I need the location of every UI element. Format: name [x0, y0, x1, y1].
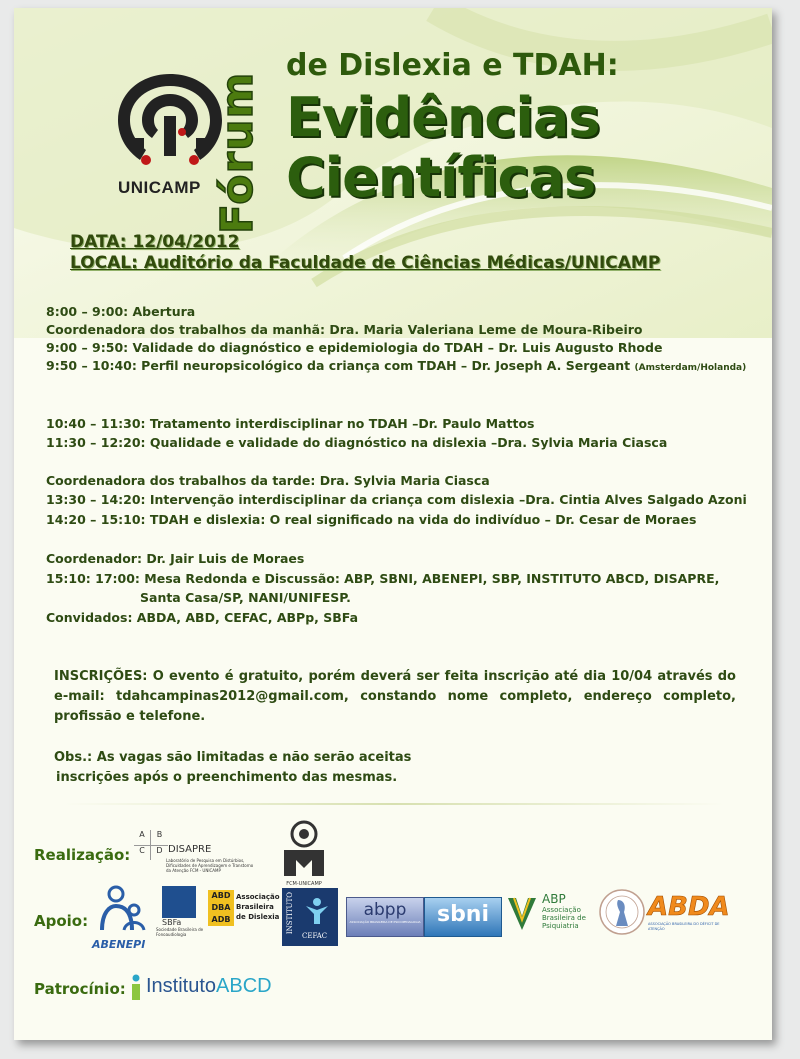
abda-logo: ABDA ASSOCIAÇÃO BRASILEIRA DO DÉFICIT DE ATENÇÃO [648, 892, 730, 931]
fcm-unicamp-logo: FCM-UNICAMP [276, 820, 332, 886]
schedule-item: Coordenador: Dr. Jair Luis de Moraes [46, 551, 305, 566]
patrocinio-label: Patrocínio: [34, 980, 126, 998]
section-divider [64, 803, 724, 805]
registration-obs-line-2: inscrições após o preenchimento das mesmas. [56, 770, 398, 785]
sbfa-logo: SBFa Sociedade Brasileira de Fonoaudiologia [156, 886, 206, 948]
forum-vertical-title: Fórum [212, 71, 263, 234]
event-location: LOCAL: Auditório da Faculdade de Ciências Médicas/UNICAMP [70, 253, 661, 273]
disapre-name: DISAPRE [168, 844, 212, 855]
schedule-item: 13:30 – 14:20: Intervenção interdisciplinar da criança com dislexia –Dra. Cintia Alves Salgado Azoni [46, 492, 747, 507]
poster [14, 8, 772, 1040]
unicamp-logo-text: UNICAMP [118, 178, 201, 197]
schedule-item: 15:10: 17:00: Mesa Redonda e Discussão: ABP, SBNI, ABENEPI, SBP, INSTITUTO ABCD, DISAPRE, [46, 571, 720, 586]
schedule-item: 11:30 – 12:20: Qualidade e validade do diagnóstico na dislexia –Dra. Sylvia Maria Ciasca [46, 435, 668, 450]
disapre-description: Laboratório de Pesquisa em Distúrbios, Dificuldades de Aprendizagem e Transtorno da Atenção FCM - UNICAMP [166, 858, 254, 873]
schedule-item: Convidados: ABDA, ABD, CEFAC, ABPp, SBFa [46, 610, 359, 625]
unicamp-logo-icon [114, 70, 226, 174]
event-date: DATA: 12/04/2012 [70, 232, 240, 252]
sbni-logo: sbni [424, 897, 502, 937]
schedule-item: 14:20 – 15:10: TDAH e dislexia: O real significado na vida do indivíduo – Dr. Cesar de Moraes [46, 512, 697, 527]
realizacao-label: Realização: [34, 846, 131, 864]
registration-info: INSCRIÇÕES: O evento é gratuito, porém deverá ser feita inscrição até dia 10/04 através do e-mail: tdahcampinas2012@gmail.com, constando nome completo, endereço completo, profissão e telefone. [54, 669, 736, 724]
schedule-item: 8:00 – 9:00: Abertura [46, 304, 196, 319]
schedule-item: 9:00 – 9:50: Validade do diagnóstico e epidemiologia do TDAH – Dr. Luis Augusto Rhode [46, 340, 663, 355]
psychopedagogy-seal-icon [598, 886, 646, 938]
title-line-1: de Dislexia e TDAH: [286, 48, 619, 83]
abenepi-logo: ABENEPI [92, 884, 152, 948]
abpp-logo: abpp ASSOCIAÇÃO BRASILEIRA DE PSICOPEDAGOGIA [346, 897, 424, 937]
instituto-abcd-logo: InstitutoABCD [130, 972, 300, 1002]
schedule-item: 10:40 – 11:30: Tratamento interdisciplinar no TDAH –Dr. Paulo Mattos [46, 416, 535, 431]
schedule-item: Santa Casa/SP, NANI/UNIFESP. [140, 590, 351, 605]
abd-logo: ABD DBA ADB Associação Brasileira de Dislexia [208, 890, 280, 938]
title-line-3: Científicas [286, 146, 596, 209]
abp-logo: ABP Associação Brasileira de Psiquiatria [506, 890, 596, 936]
schedule-item: Coordenadora dos trabalhos da tarde: Dra. Sylvia Maria Ciasca [46, 473, 490, 488]
cefac-logo: INSTITUTO CEFAC [282, 888, 338, 946]
schedule-item: Coordenadora dos trabalhos da manhã: Dra. Maria Valeriana Leme de Moura-Ribeiro [46, 322, 643, 337]
title-line-2: Evidências [286, 86, 600, 149]
schedule-item: 9:50 – 10:40: Perfil neuropsicológico da criança com TDAH – Dr. Joseph A. Sergeant (Amsterdam/Holanda) [46, 358, 747, 373]
registration-obs-line-1: Obs.: As vagas são limitadas e não serão aceitas [54, 750, 412, 765]
disapre-logo: A B C D DISAPRE Laboratório de Pesquisa em Distúrbios, Dificuldades de Aprendizagem e Transtorno da Atenção FCM - UNICAMP [134, 830, 256, 876]
apoio-label: Apoio: [34, 912, 89, 930]
schedule-note: (Amsterdam/Holanda) [634, 363, 747, 373]
